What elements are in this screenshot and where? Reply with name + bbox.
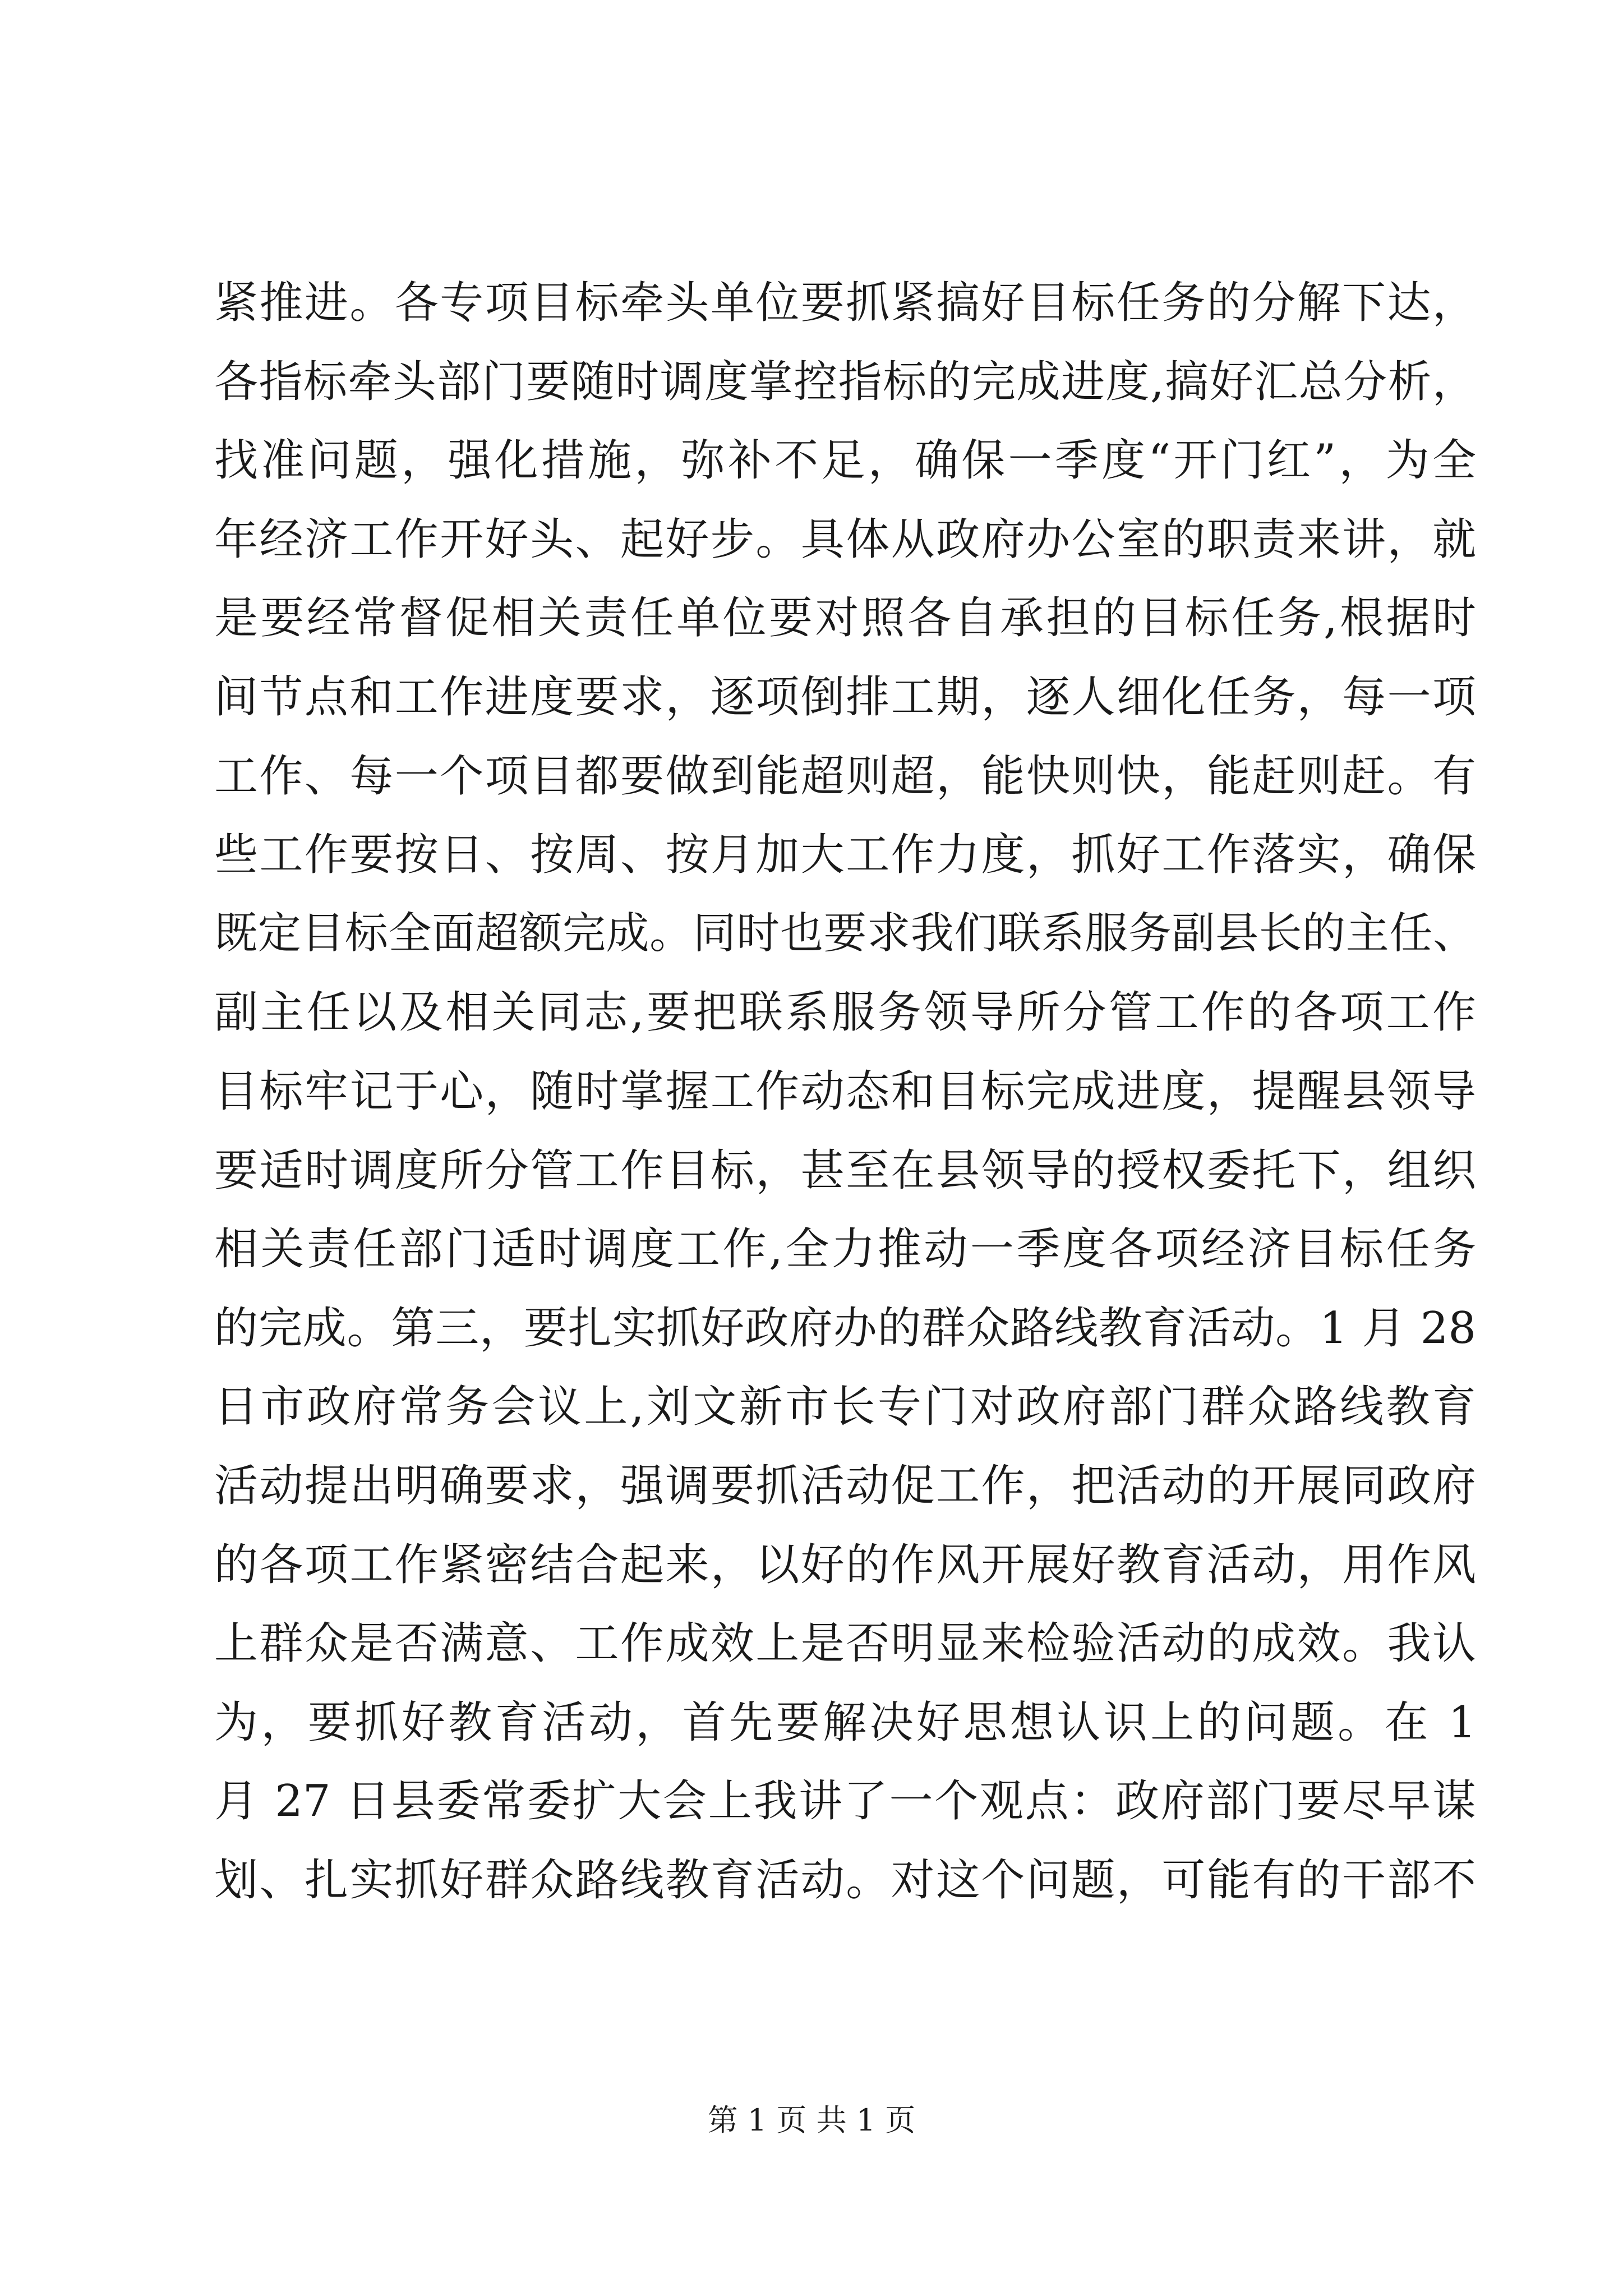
text-line: 的各项工作紧密结合起来，以好的作风开展好教育活动，用作风 <box>214 1539 1476 1590</box>
text-line: 些工作要按日、按周、按月加大工作力度，抓好工作落实，确保 <box>214 830 1476 881</box>
text-line: 副主任以及相关同志,要把联系服务领导所分管工作的各项工作 <box>214 987 1476 1038</box>
text-line: 相关责任部门适时调度工作,全力推动一季度各项经济目标任务 <box>214 1224 1476 1275</box>
text-line: 日市政府常务会议上,刘文新市长专门对政府部门群众路线教育 <box>214 1382 1476 1433</box>
text-line: 月 27 日县委常委扩大会上我讲了一个观点：政府部门要尽早谋 <box>214 1776 1476 1827</box>
text-line: 要适时调度所分管工作目标，甚至在县领导的授权委托下，组织 <box>214 1145 1476 1196</box>
text-line: 间节点和工作进度要求，逐项倒排工期，逐人细化任务，每一项 <box>214 671 1476 723</box>
text-line: 的完成。第三，要扎实抓好政府办的群众路线教育活动。1 月 28 <box>214 1303 1476 1354</box>
text-line: 活动提出明确要求，强调要抓活动促工作，把活动的开展同政府 <box>214 1460 1476 1511</box>
text-line: 各指标牵头部门要随时调度掌控指标的完成进度,搞好汇总分析， <box>214 356 1476 407</box>
body-text <box>214 264 1476 1920</box>
text-line: 目标牢记于心，随时掌握工作动态和目标完成进度，提醒县领导 <box>214 1066 1476 1117</box>
text-line: 是要经常督促相关责任单位要对照各自承担的目标任务,根据时 <box>214 593 1476 644</box>
page-footer: 第 1 页 共 1 页 <box>707 2102 916 2138</box>
text-line: 紧推进。各专项目标牵头单位要抓紧搞好目标任务的分解下达， <box>214 278 1476 328</box>
text-line: 划、扎实抓好群众路线教育活动。对这个问题，可能有的干部不 <box>214 1855 1476 1906</box>
text-line: 既定目标全面超额完成。同时也要求我们联系服务副县长的主任、 <box>214 908 1476 959</box>
text-line: 年经济工作开好头、起好步。具体从政府办公室的职责来讲，就 <box>214 514 1476 565</box>
text-line: 工作、每一个项目都要做到能超则超，能快则快，能赶则赶。有 <box>214 751 1476 802</box>
text-line: 上群众是否满意、工作成效上是否明显来检验活动的成效。我认 <box>214 1618 1476 1669</box>
text-line: 为，要抓好教育活动，首先要解决好思想认识上的问题。在 1 <box>214 1697 1476 1748</box>
text-line: 找准问题，强化措施，弥补不足，确保一季度“开门红”，为全 <box>214 435 1476 486</box>
